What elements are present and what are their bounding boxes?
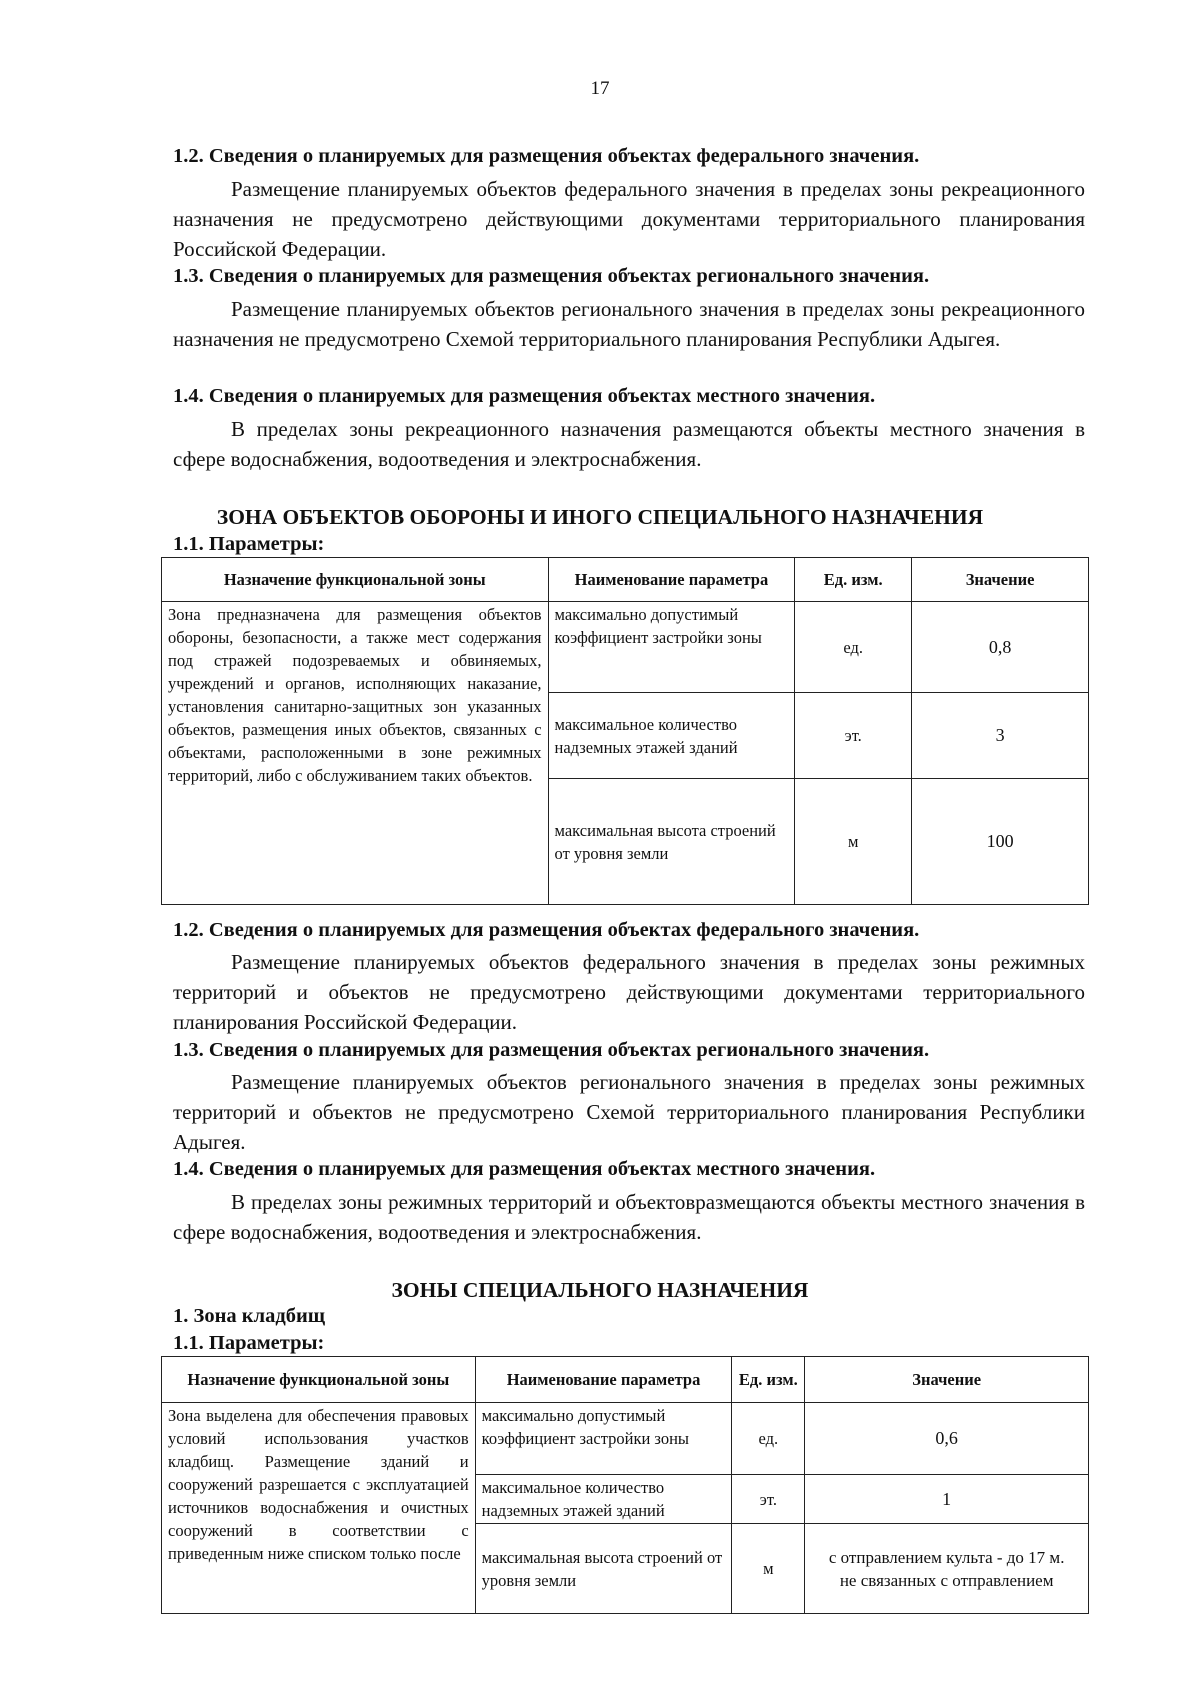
param-unit: ед. <box>795 602 912 693</box>
heading-regional: 1.3. Сведения о планируемых для размещения объектах регионального значения. <box>173 265 930 287</box>
col-header-zone: Назначение функциональной зоны <box>162 1357 476 1403</box>
params-heading-defense: 1.1. Параметры: <box>173 533 325 555</box>
paragraph-local-defense: В пределах зоны режимных территорий и объектовразмещаются объекты местного значения в сфере водоснабжения, водоотведения и электроснабжения. <box>173 1190 1085 1244</box>
param-value: 0,6 <box>805 1403 1089 1475</box>
params-heading-cemetery: 1.1. Параметры: <box>173 1332 325 1354</box>
param-value: 3 <box>912 693 1089 779</box>
section-title-special: ЗОНЫ СПЕЦИАЛЬНОГО НАЗНАЧЕНИЯ <box>391 1278 809 1302</box>
defense-params-table <box>161 557 1089 905</box>
col-header-param: Наименование параметра <box>475 1357 732 1403</box>
param-value: 0,8 <box>912 602 1089 693</box>
param-name: максимальное количество надземных этажей зданий <box>475 1475 732 1524</box>
param-unit: м <box>795 779 912 905</box>
col-header-value: Значение <box>912 558 1089 602</box>
subtitle-cemetery-zone: 1. Зона кладбищ <box>173 1305 326 1327</box>
param-name: максимальное количество надземных этажей зданий <box>548 693 795 779</box>
param-value: с отправлением культа - до 17 м. не связанных с отправлением <box>805 1524 1089 1614</box>
section-title-defense: ЗОНА ОБЪЕКТОВ ОБОРОНЫ И ИНОГО СПЕЦИАЛЬНОГО НАЗНАЧЕНИЯ <box>216 505 984 529</box>
table-header-row <box>162 1357 1089 1403</box>
param-name: максимально допустимый коэффициент застройки зоны <box>475 1403 732 1475</box>
param-value: 1 <box>805 1475 1089 1524</box>
zone-description: Зона предназначена для размещения объектов обороны, безопасности, а также мест содержания под стражей подозреваемых и обвиняемых, учреждений и органов, исполняющих наказание, установления санитарно-защитных зон указанных объектов, размещения иных объектов, связанных с объектами, расположенными в зоне режимных территорий, либо с обслуживанием таких объектов. <box>162 602 549 905</box>
zone-description: Зона выделена для обеспечения правовых условий использования участков кладбищ. Размещение зданий и сооружений разрешается с эксплуатацией источников водоснабжения и очистных сооружений в соответствии с приведенным ниже списком только после <box>162 1403 476 1614</box>
param-unit: эт. <box>732 1475 805 1524</box>
page-number: 17 <box>590 78 610 99</box>
param-name: максимально допустимый коэффициент застройки зоны <box>548 602 795 693</box>
table-row <box>162 602 1089 693</box>
param-unit: м <box>732 1524 805 1614</box>
heading-local: 1.4. Сведения о планируемых для размещения объектах местного значения. <box>173 385 876 407</box>
param-value: 100 <box>912 779 1089 905</box>
paragraph-federal: Размещение планируемых объектов федерального значения в пределах зоны рекреационного назначения не предусмотрено действующими документами территориального планирования Российской Федерации. <box>173 177 1085 261</box>
paragraph-regional-defense: Размещение планируемых объектов регионального значения в пределах зоны режимных территорий и объектов не предусмотрено Схемой территориального планирования Республики Адыгея. <box>173 1070 1085 1154</box>
heading-local-defense: 1.4. Сведения о планируемых для размещения объектах местного значения. <box>173 1158 876 1180</box>
heading-federal-defense: 1.2. Сведения о планируемых для размещения объектах федерального значения. <box>173 919 920 941</box>
param-unit: эт. <box>795 693 912 779</box>
cemetery-params-table <box>161 1356 1089 1614</box>
paragraph-local: В пределах зоны рекреационного назначения размещаются объекты местного значения в сфере водоснабжения, водоотведения и электроснабжения. <box>173 417 1085 471</box>
param-name: максимальная высота строений от уровня земли <box>475 1524 732 1614</box>
col-header-value: Значение <box>805 1357 1089 1403</box>
heading-regional-defense: 1.3. Сведения о планируемых для размещения объектах регионального значения. <box>173 1039 930 1061</box>
table-header-row <box>162 558 1089 602</box>
heading-federal: 1.2. Сведения о планируемых для размещения объектах федерального значения. <box>173 145 920 167</box>
col-header-unit: Ед. изм. <box>795 558 912 602</box>
param-name: максимальная высота строений от уровня земли <box>548 779 795 905</box>
paragraph-regional: Размещение планируемых объектов регионального значения в пределах зоны рекреационного назначения не предусмотрено Схемой территориального планирования Республики Адыгея. <box>173 297 1085 351</box>
paragraph-federal-defense: Размещение планируемых объектов федерального значения в пределах зоны режимных территорий и объектов не предусмотрено действующими документами территориального планирования Российской Федерации. <box>173 950 1085 1034</box>
col-header-param: Наименование параметра <box>548 558 795 602</box>
param-unit: ед. <box>732 1403 805 1475</box>
table-row <box>162 1403 1089 1475</box>
col-header-zone: Назначение функциональной зоны <box>162 558 549 602</box>
col-header-unit: Ед. изм. <box>732 1357 805 1403</box>
